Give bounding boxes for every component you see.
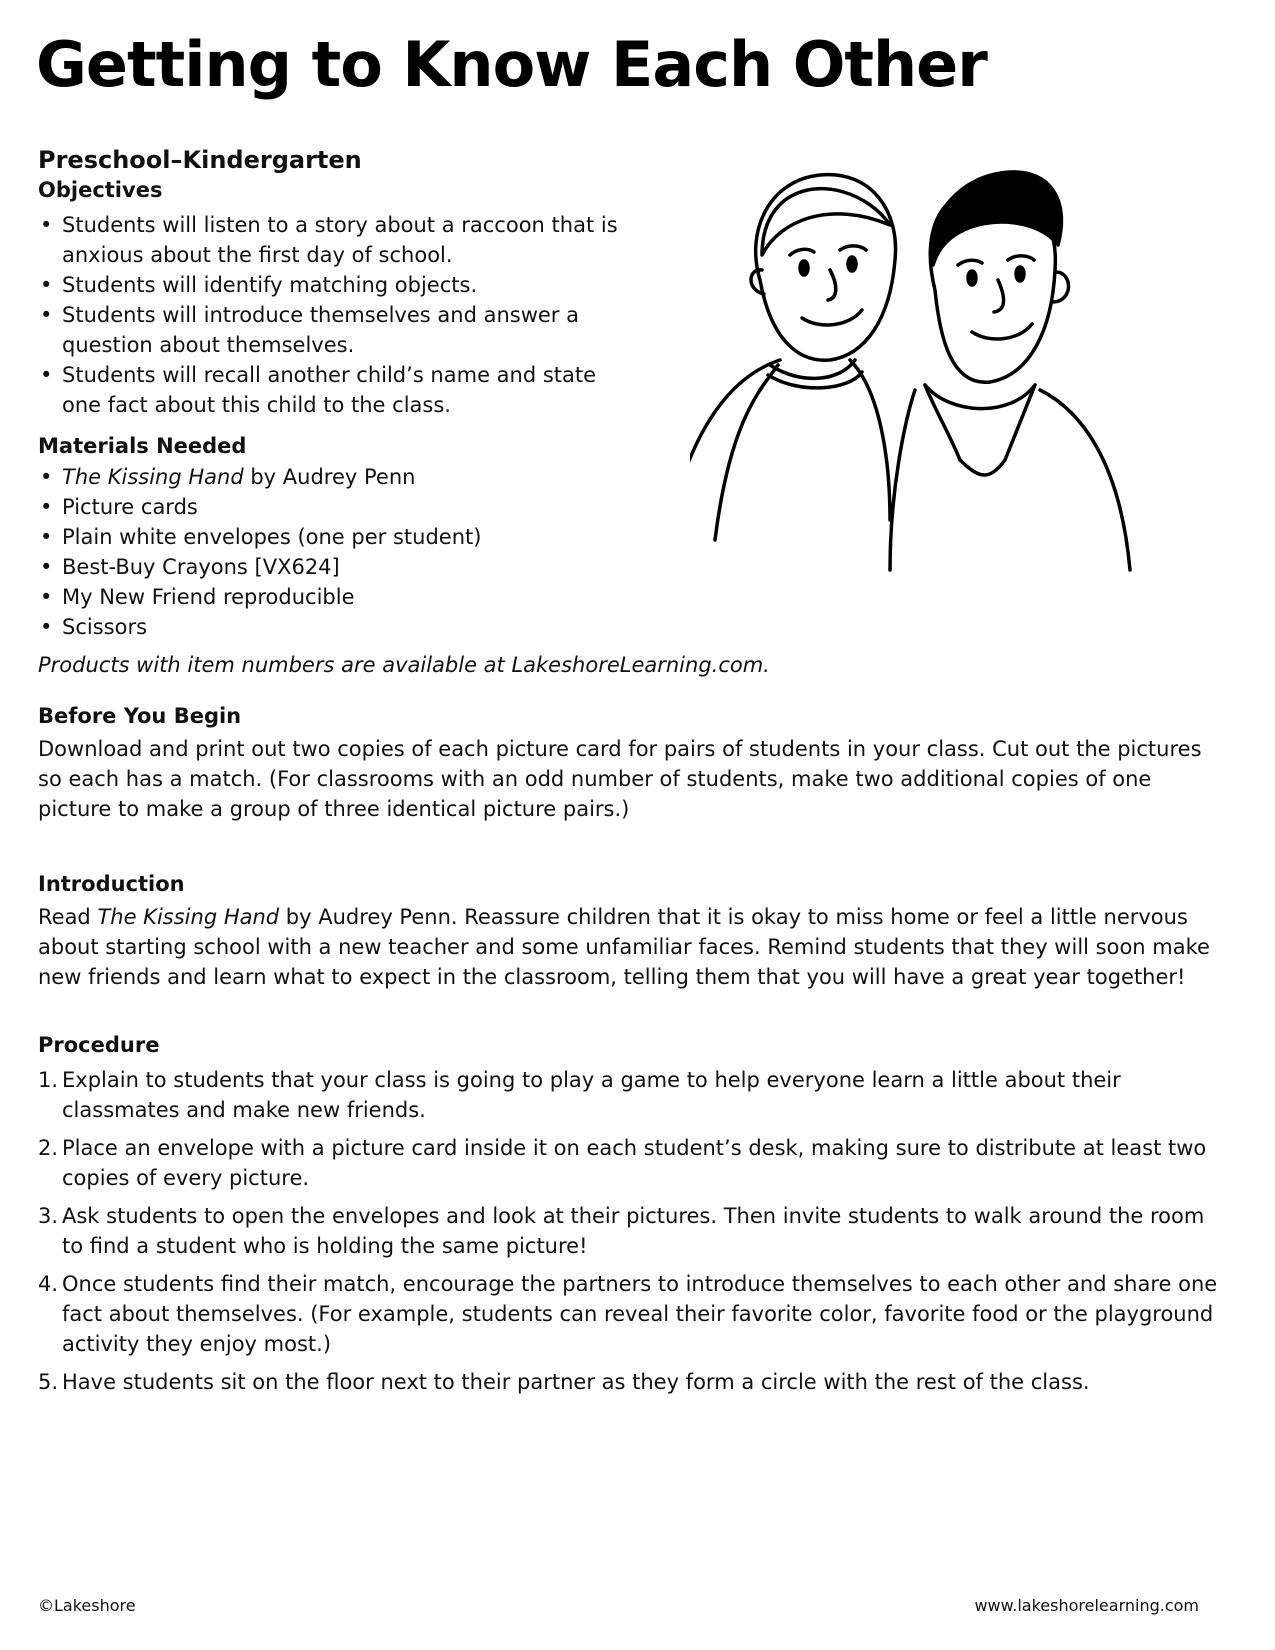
step-text: Place an envelope with a picture card inside it on each student’s desk, making sure to distribute at least two copies of every picture. <box>62 1136 1207 1190</box>
page-title: Getting to Know Each Other <box>36 28 987 101</box>
step-number: 4. <box>38 1272 59 1296</box>
step-text: Explain to students that your class is going to play a game to help everyone learn a little about their classmates and make new friends. <box>62 1068 1121 1122</box>
list-item: • Best-Buy Crayons [VX624] <box>38 552 678 582</box>
before-you-begin-heading: Before You Begin <box>38 704 242 728</box>
materials-section <box>38 434 770 680</box>
list-item <box>38 462 678 492</box>
materials-heading: Materials Needed <box>38 434 247 458</box>
step-number: 2. <box>38 1136 59 1160</box>
procedure-step <box>38 1133 1228 1193</box>
procedure-step <box>38 1269 1228 1359</box>
left-boy-torso <box>715 365 778 540</box>
list-item: • Students will recall another child’s name and state one fact about this child to the class. <box>38 360 628 420</box>
two-boys-illustration <box>690 160 1210 580</box>
list-item: • Students will introduce themselves and answer a question about themselves. <box>38 300 628 360</box>
materials-list <box>38 462 678 642</box>
before-you-begin-text: Download and print out two copies of each picture card for pairs of students in your class. Cut out the pictures so each has a match. (For classrooms with an odd number of students, make two additional copies of one picture to make a group of three identical picture pairs.) <box>38 737 1202 821</box>
before-you-begin-section <box>38 704 1238 824</box>
step-number: 1. <box>38 1068 59 1092</box>
list-item: • Scissors <box>38 612 678 642</box>
book-author: by Audrey Penn <box>243 465 416 489</box>
list-item: • Plain white envelopes (one per student) <box>38 522 678 552</box>
introduction-body: by Audrey Penn. Reassure children that it is okay to miss home or feel a little nervous about starting school with a new teacher and some unfamiliar faces. Remind students that they will soon make new friends and learn what to expect in the classroom, telling them that you will have a great year together! <box>38 905 1210 989</box>
introduction-heading: Introduction <box>38 872 185 896</box>
footer-website: www.lakeshorelearning.com <box>974 1596 1199 1615</box>
objectives-section <box>38 178 678 420</box>
book-title: The Kissing Hand <box>97 905 280 929</box>
grade-level: Preschool–Kindergarten <box>38 146 362 174</box>
procedure-step <box>38 1201 1228 1261</box>
procedure-heading: Procedure <box>38 1033 160 1057</box>
objectives-heading: Objectives <box>38 178 163 202</box>
list-item: • Students will listen to a story about a raccoon that is anxious about the first day of school. <box>38 210 628 270</box>
list-item: • My New Friend reproducible <box>38 582 678 612</box>
introduction-section <box>38 872 1238 992</box>
step-text: Ask students to open the envelopes and look at their pictures. Then invite students to walk around the room to find a student who is holding the same picture! <box>62 1204 1205 1258</box>
procedure-section <box>38 1033 1238 1405</box>
products-note: Products with item numbers are available at LakeshoreLearning.com. <box>38 653 770 677</box>
step-text: Have students sit on the floor next to their partner as they form a circle with the rest of the class. <box>62 1370 1090 1394</box>
procedure-steps <box>38 1065 1228 1397</box>
step-number: 3. <box>38 1204 59 1228</box>
book-title: The Kissing Hand <box>62 465 244 489</box>
list-item: • Picture cards <box>38 492 678 522</box>
footer-copyright: ©Lakeshore <box>38 1596 136 1615</box>
list-item: • Students will identify matching objects. <box>38 270 628 300</box>
procedure-step <box>38 1367 1228 1397</box>
introduction-lead: Read <box>38 905 98 929</box>
introduction-text <box>38 902 1228 992</box>
procedure-step <box>38 1065 1228 1125</box>
step-text: Once students find their match, encourage the partners to introduce themselves to each other and share one fact about themselves. (For example, students can reveal their favorite color, favorite food or the playground activity they enjoy most.) <box>62 1272 1218 1356</box>
objectives-list <box>38 210 628 420</box>
step-number: 5. <box>38 1370 59 1394</box>
